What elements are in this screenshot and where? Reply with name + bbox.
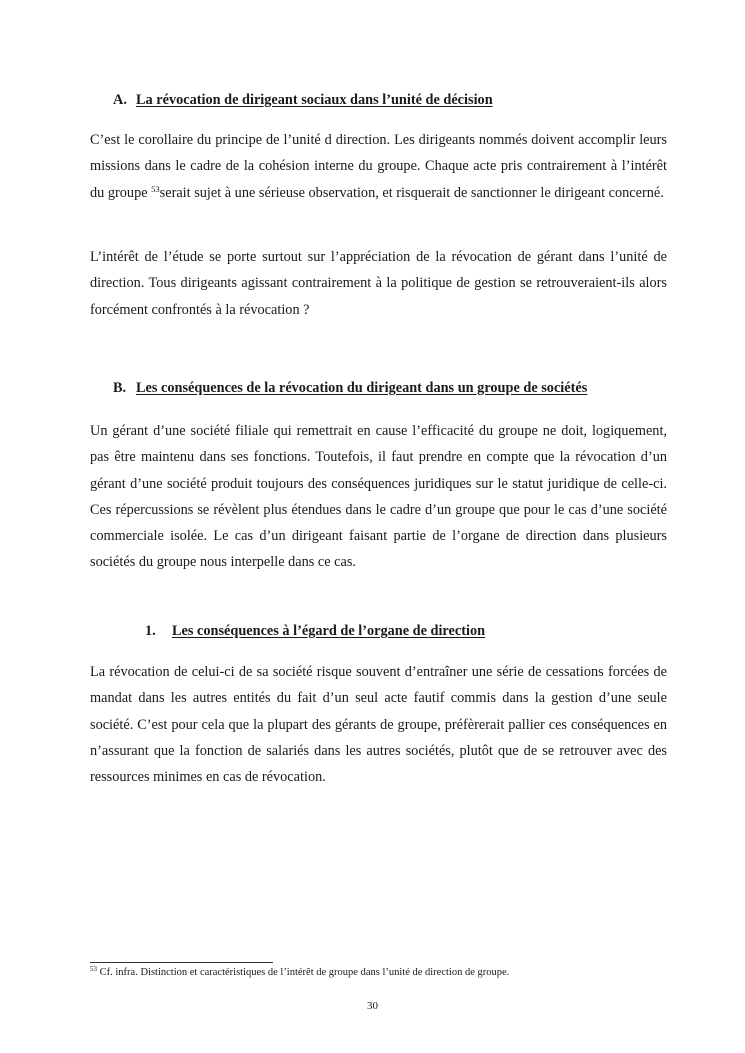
section-b-number: B.: [113, 380, 127, 396]
section-b-title: Les conséquences de la révocation du dirigeant dans un groupe de sociétés: [136, 380, 588, 396]
section-b-paragraph: Un gérant d’une société filiale qui remettrait en cause l’efficacité du groupe ne doit, logiquement, pas être maintenu dans ses fonctions. Toutefois, il faut prendre en compte que la révocation d’un gérant d’une société produit toujours des conséquences juridiques sur le statut juridique de celle-ci. Ces répercussions se révèlent plus étendues dans le cadre d’un groupe que pour le cas d’une société commerciale isolée. Le cas d’un dirigeant faisant partie de l’organe de direction dans plusieurs sociétés du groupe nous interpelle dans ce cas.: [90, 423, 667, 571]
section-a-paragraph-2: L’intérêt de l’étude se porte surtout sur l’appréciation de la révocation de gérant dans l’unité de direction. Tous dirigeants agissant contrairement à la politique de gestion se retrouveraient-ils alors forcément confrontés à la révocation ?: [90, 249, 667, 318]
section-b-heading: [113, 380, 587, 397]
subsection-1-paragraph: La révocation de celui-ci de sa société risque souvent d’entraîner une série de cessations forcées de mandat dans les autres entités du fait d’un seul acte fautif commis dans la gestion d’une seule société. C’est pour cela que la plupart des gérants de groupe, préfèrerait pallier ces conséquences en n’assurant que la fonction de salariés dans les autres sociétés, plutôt que de se retrouver avec des ressources minimes en cas de révocation.: [90, 664, 667, 786]
footnote-reference: 53: [151, 183, 160, 194]
section-a-paragraph-1: [90, 127, 667, 206]
subsection-1-title: Les conséquences à l’égard de l’organe de direction: [172, 623, 486, 639]
page-number: 30: [367, 1000, 378, 1012]
section-a-paragraph-1-text-end: serait sujet à une sérieuse observation, et risquerait de sanctionner le dirigeant concerné.: [159, 184, 664, 201]
footnote: [90, 967, 509, 978]
subsection-1-heading: [145, 623, 485, 640]
subsection-1-number: 1.: [145, 623, 156, 639]
section-a-title: La révocation de dirigeant sociaux dans l’unité de décision: [136, 92, 493, 108]
section-a-paragraph-1-text-start: C’est le corollaire du principe de l’unité d direction. Les dirigeants nommés doivent accomplir leurs missions dans le cadre de la cohésion interne du groupe. Chaque acte pris contrairement à l’intérêt du groupe: [90, 132, 667, 201]
footnote-separator: [90, 962, 273, 963]
footnote-text: Cf. infra. Distinction et caractéristiques de l’intérêt de groupe dans l’unité de direction de groupe.: [97, 967, 510, 978]
section-a-heading: [113, 92, 493, 109]
section-a-number: A.: [113, 92, 127, 108]
footnote-number: 53: [90, 965, 97, 973]
